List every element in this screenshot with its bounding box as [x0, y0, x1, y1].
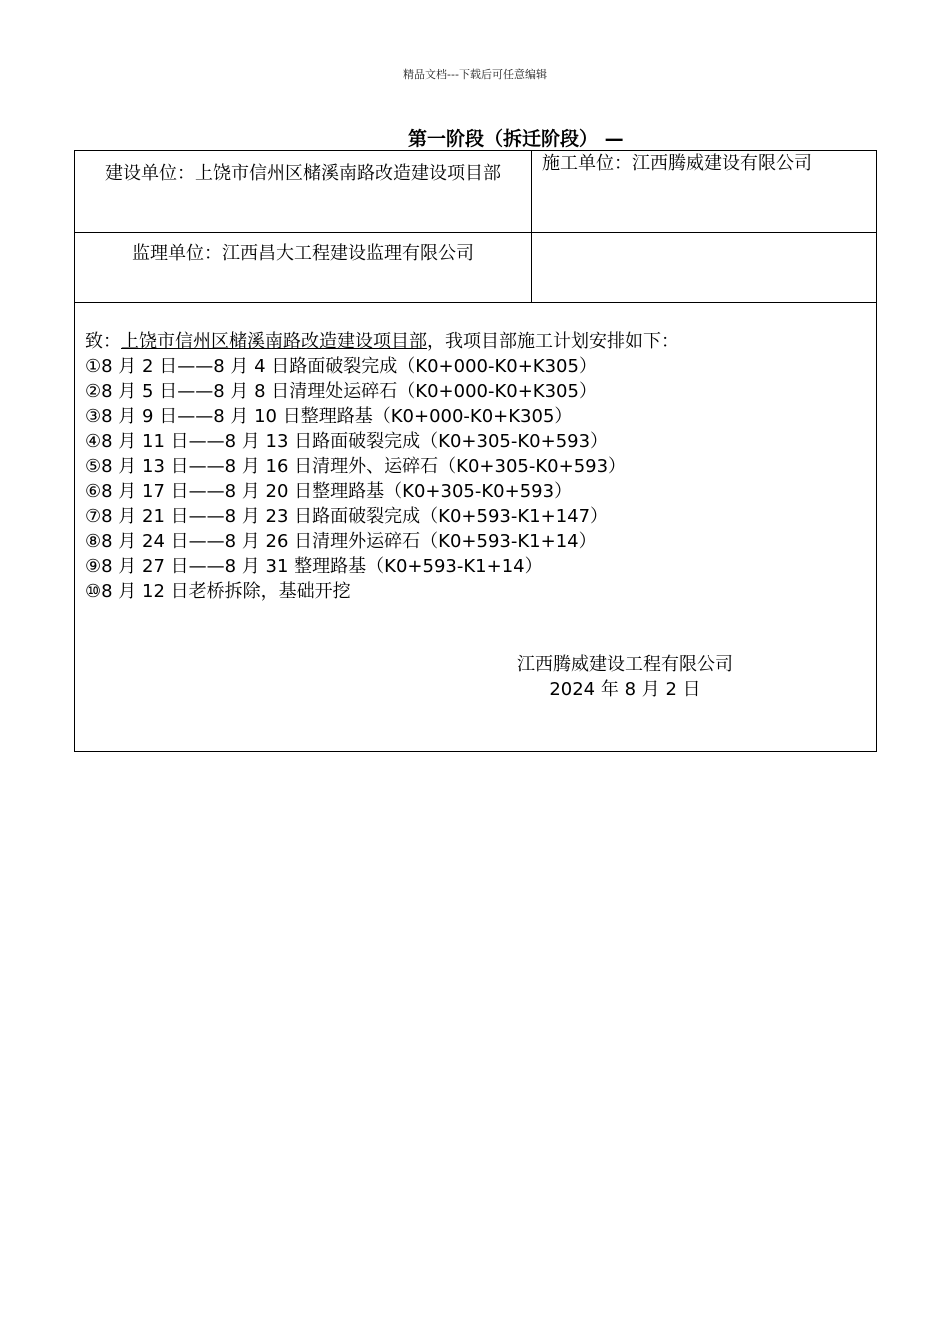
construction-unit-cell — [75, 151, 532, 233]
salutation-recipient: 上饶市信州区槠溪南路改造建设项目部 — [121, 331, 427, 352]
signature-block — [485, 652, 765, 702]
signature-date: 2024 年 8 月 2 日 — [549, 679, 701, 700]
table-row — [75, 233, 877, 303]
contractor-cell — [532, 151, 877, 233]
table-row — [75, 151, 877, 233]
table-row — [75, 303, 877, 752]
salutation-line — [85, 329, 866, 354]
supervision-unit-cell — [75, 233, 532, 303]
page-header: 精品文档---下载后可任意编辑 — [403, 68, 547, 81]
plan-item: ④8 月 11 日——8 月 13 日路面破裂完成（K0+305-K0+593） — [85, 431, 609, 452]
plan-item: ⑦8 月 21 日——8 月 23 日路面破裂完成（K0+593-K1+147） — [85, 506, 609, 527]
plan-item: ⑤8 月 13 日——8 月 16 日清理外、运碎石（K0+305-K0+593） — [85, 456, 627, 477]
plan-form-table — [74, 150, 877, 752]
supervision-unit-label: 监理单位：江西昌大工程建设监理有限公司 — [132, 243, 474, 264]
document-title: 第一阶段（拆迁阶段） — — [408, 128, 624, 150]
plan-item: ⑧8 月 24 日——8 月 26 日清理外运碎石（K0+593-K1+14） — [85, 531, 597, 552]
plan-item: ⑨8 月 27 日——8 月 31 整理路基（K0+593-K1+14） — [85, 556, 543, 577]
signature-company: 江西腾威建设工程有限公司 — [517, 654, 733, 675]
plan-item: ⑥8 月 17 日——8 月 20 日整理路基（K0+305-K0+593） — [85, 481, 573, 502]
plan-item: ③8 月 9 日——8 月 10 日整理路基（K0+000-K0+K305） — [85, 406, 573, 427]
letter-body-cell — [75, 303, 877, 752]
plan-item: ①8 月 2 日——8 月 4 日路面破裂完成（K0+000-K0+K305） — [85, 356, 597, 377]
plan-item: ⑩8 月 12 日老桥拆除，基础开挖 — [85, 581, 351, 602]
contractor-label: 施工单位：江西腾威建设有限公司 — [542, 153, 812, 174]
salutation-prefix: 致： — [85, 331, 121, 352]
salutation-suffix: ，我项目部施工计划安排如下： — [427, 331, 679, 352]
plan-item: ②8 月 5 日——8 月 8 日清理处运碎石（K0+000-K0+K305） — [85, 381, 597, 402]
construction-unit-label: 建设单位：上饶市信州区槠溪南路改造建设项目部 — [105, 163, 501, 184]
empty-cell — [532, 233, 877, 303]
